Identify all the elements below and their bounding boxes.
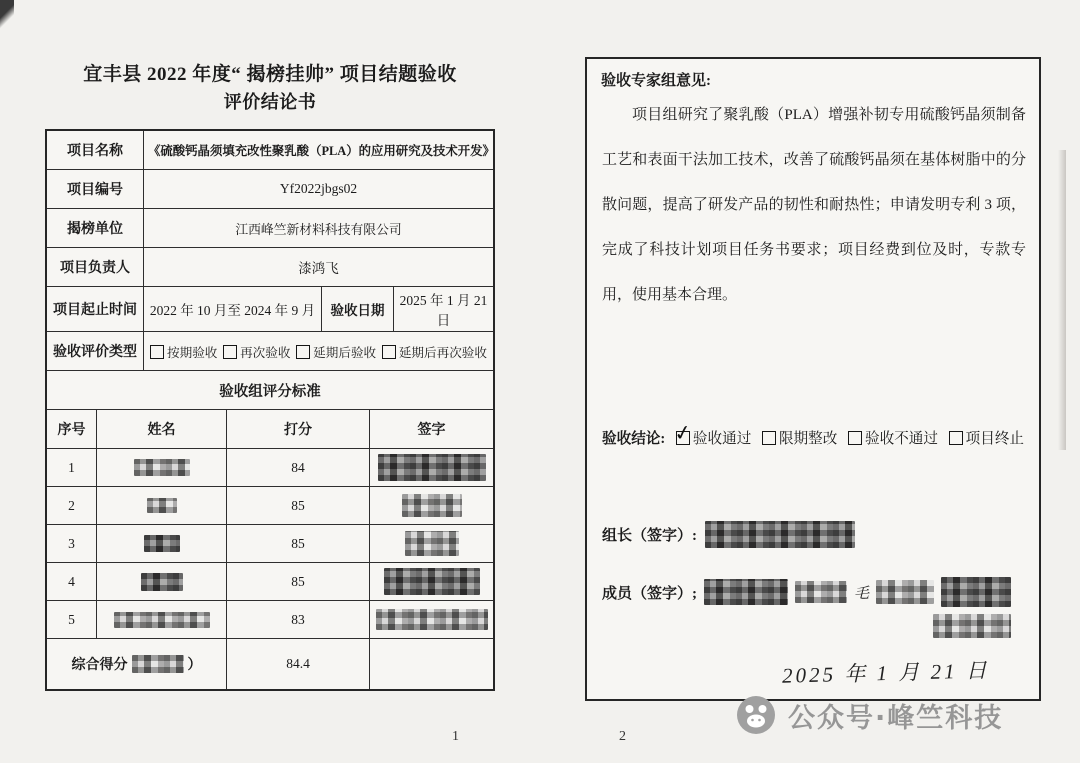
score-row <box>47 487 493 525</box>
score-name-redacted <box>97 449 227 486</box>
title-line-1: 宜丰县 2022 年度“ 揭榜挂帅” 项目结题验收 <box>83 64 457 85</box>
score-no: 1 <box>47 449 97 486</box>
score-signature-redacted <box>370 525 493 562</box>
field-value: Yf2022jbgs02 <box>279 181 358 197</box>
score-signature-redacted <box>370 601 493 638</box>
checkbox-icon <box>150 345 164 359</box>
page-number-1: 1 <box>452 729 459 744</box>
table-row-project-name <box>47 131 493 170</box>
field-value: 江西峰竺新材料科技有限公司 <box>235 222 402 237</box>
redaction-block <box>704 579 788 605</box>
field-label: 验收评价类型 <box>47 332 144 370</box>
checkbox-checked-icon <box>676 431 690 445</box>
conclusion-line <box>602 427 1024 448</box>
score-value: 85 <box>227 525 370 562</box>
redaction-block <box>384 568 480 595</box>
col-header-sign: 签字 <box>417 423 446 439</box>
redaction-block <box>941 577 1011 607</box>
redaction-block <box>141 573 183 591</box>
redaction-block <box>378 454 486 481</box>
redaction-block <box>876 580 934 604</box>
accept-type-option: 再次验收 <box>223 342 290 361</box>
score-signature-redacted <box>370 563 493 600</box>
accept-type-option: 按期验收 <box>150 342 217 361</box>
table-row-project-code <box>47 170 493 209</box>
conclusion-option: 项目终止 <box>949 431 1024 447</box>
scan-edge-smudge <box>1058 150 1066 450</box>
score-no: 3 <box>47 525 97 562</box>
expert-opinion-header: 验收专家组意见: <box>601 73 711 89</box>
accept-date-label: 验收日期 <box>322 287 394 331</box>
score-signature-redacted <box>370 487 493 524</box>
total-score-value: 84.4 <box>227 639 370 689</box>
score-no: 2 <box>47 487 97 524</box>
score-value: 83 <box>227 601 370 638</box>
field-label: 项目起止时间 <box>47 287 144 331</box>
redaction-block <box>144 535 180 552</box>
watermark <box>736 695 1003 735</box>
field-label: 项目负责人 <box>47 248 144 286</box>
document-page-2 <box>585 57 1041 701</box>
total-signature-cell <box>370 639 493 689</box>
total-score-row <box>47 639 493 689</box>
leader-label: 组长（签字）: <box>602 528 697 544</box>
score-value: 85 <box>227 487 370 524</box>
watermark-text: 公众号·峰竺科技 <box>788 702 1004 734</box>
score-no: 4 <box>47 563 97 600</box>
redaction-block <box>795 581 847 603</box>
scan-corner-artifact <box>0 0 14 34</box>
conclusion-option: 验收不通过 <box>848 431 938 447</box>
redaction-block <box>147 498 177 513</box>
brand-logo-icon <box>736 695 776 735</box>
conclusion-option: ✓ 验收通过 <box>676 431 751 447</box>
col-header-no: 序号 <box>47 410 97 448</box>
handwritten-date: 2025 年 1 月 21 日 <box>781 658 991 688</box>
checkbox-icon <box>296 345 310 359</box>
score-name-redacted <box>97 601 227 638</box>
redaction-block <box>405 531 459 556</box>
field-label: 揭榜单位 <box>47 209 144 247</box>
expert-opinion-paragraph: 项目组研究了聚乳酸（PLA）增强补韧专用硫酸钙晶须制备工艺和表面干法加工技术，改善了硫酸钙晶须在基体树脂中的分散问题，提高了研发产品的韧性和耐热性；申请发明专利 3 项，完成了科技计划项目任务书要求；项目经费到位及时，专款专用，使用基本合理。 <box>602 107 1026 303</box>
table-row-leader <box>47 248 493 287</box>
table-row-period <box>47 287 493 332</box>
accept-type-options <box>144 332 493 370</box>
table-row-unit <box>47 209 493 248</box>
field-value: 漆鸿飞 <box>298 261 339 277</box>
total-label: 综合得分 ） <box>47 639 227 689</box>
score-no: 5 <box>47 601 97 638</box>
redaction-block <box>114 612 210 628</box>
redaction-block <box>933 614 1011 638</box>
leader-signature-line <box>602 521 855 548</box>
score-name-redacted <box>97 563 227 600</box>
member-signature-line <box>602 577 1011 607</box>
score-name-redacted <box>97 525 227 562</box>
score-name-redacted <box>97 487 227 524</box>
accept-type-option: 延期后验收 <box>296 342 376 361</box>
title-line-2: 评价结论书 <box>223 92 317 113</box>
conclusion-option: 限期整改 <box>762 431 837 447</box>
member-label: 成员（签字）; <box>602 585 697 602</box>
redaction-block <box>376 609 488 630</box>
accept-date-value: 2025 年 1 月 21 日 <box>399 293 488 329</box>
score-table-header <box>47 410 493 449</box>
redaction-block <box>134 459 190 476</box>
period-value: 2022 年 10 月至 2024 年 9 月 <box>144 287 322 331</box>
page-number-2: 2 <box>619 729 626 744</box>
member-visible-signature-fragment: 毛 <box>854 583 870 602</box>
redaction-block <box>705 521 855 548</box>
checkbox-icon <box>223 345 237 359</box>
table-row-score-section-title <box>47 371 493 410</box>
field-label: 项目名称 <box>47 131 144 169</box>
accept-type-option: 延期后再次验收 <box>382 342 487 361</box>
field-value: 《硫酸钙晶须填充改性聚乳酸（PLA）的应用研究及技术开发》 <box>148 144 495 159</box>
conclusion-label: 验收结论: <box>602 431 666 447</box>
document-page-1 <box>45 60 495 691</box>
col-header-score: 打分 <box>227 410 370 448</box>
score-section-title: 验收组评分标准 <box>219 383 321 400</box>
checkbox-icon <box>762 431 776 445</box>
checkbox-icon <box>848 431 862 445</box>
document-title <box>45 60 495 117</box>
score-row <box>47 563 493 601</box>
score-row <box>47 449 493 487</box>
project-info-table <box>45 129 495 691</box>
redaction-block <box>402 494 462 517</box>
table-row-accept-type <box>47 332 493 371</box>
checkbox-icon <box>949 431 963 445</box>
score-value: 84 <box>227 449 370 486</box>
redaction-block <box>132 655 184 673</box>
checkbox-icon <box>382 345 396 359</box>
field-label: 项目编号 <box>47 170 144 208</box>
score-row <box>47 525 493 563</box>
score-signature-redacted <box>370 449 493 486</box>
col-header-name: 姓名 <box>97 410 227 448</box>
score-value: 85 <box>227 563 370 600</box>
score-row <box>47 601 493 639</box>
